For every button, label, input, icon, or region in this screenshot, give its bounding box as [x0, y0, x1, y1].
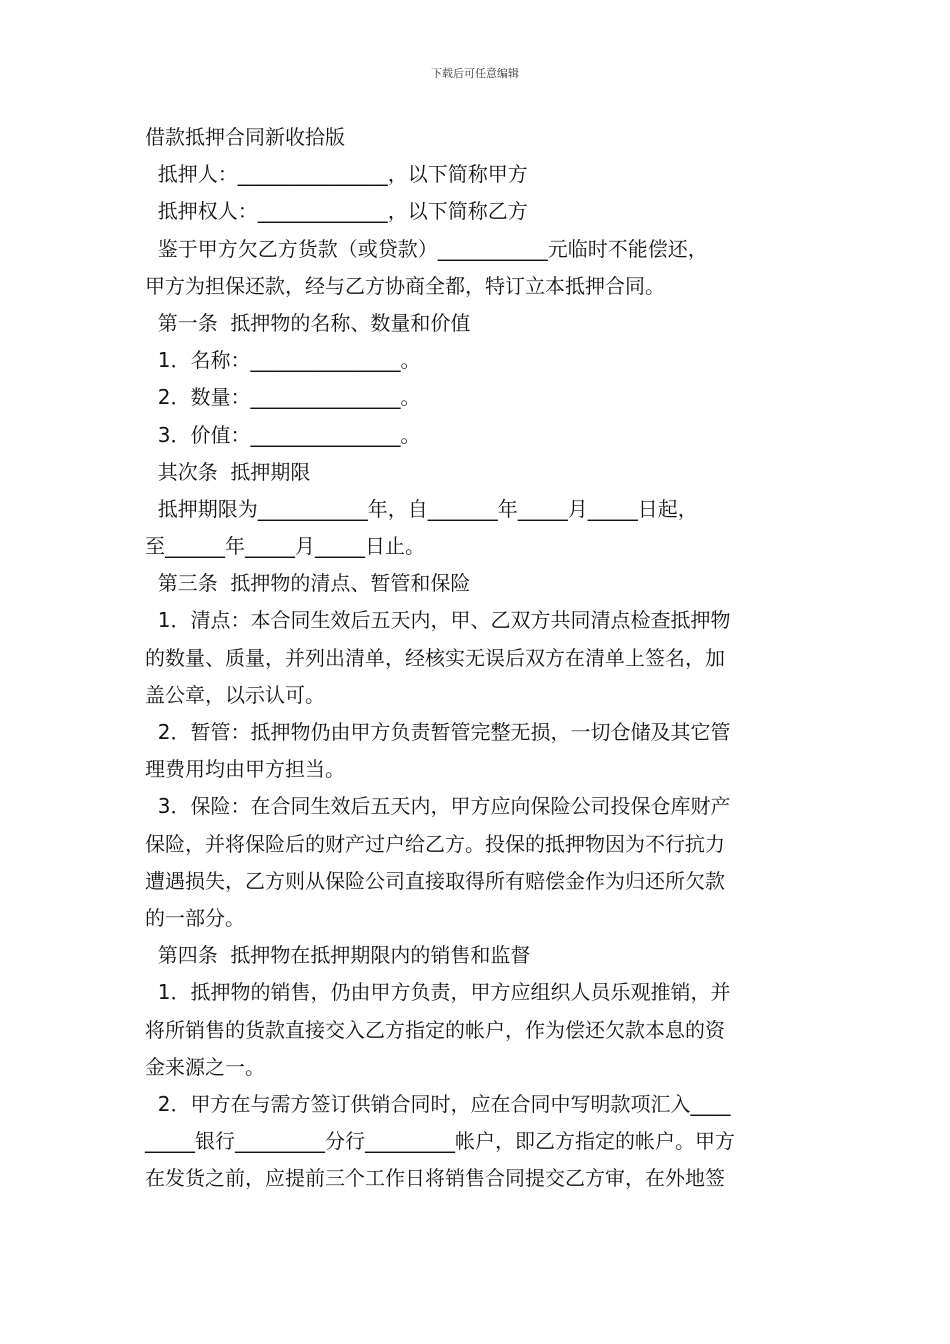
clause-line: 至______年_____月_____日止。 [145, 534, 425, 559]
article-heading: 其次条 抵押期限 [145, 459, 311, 484]
preamble-line: 鉴于甲方欠乙方货款（或贷款）___________元临时不能偿还， [145, 236, 708, 261]
mortgagor-line: 抵押人：_______________，以下简称甲方 [145, 162, 528, 187]
clause-line: 3．保险：在合同生效后五天内，甲方应向保险公司投保仓库财产 [145, 794, 731, 819]
clause-line: 2．数量：_______________。 [145, 385, 421, 410]
clause-line: 2．暂管：抵押物仍由甲方负责暂管完整无损，一切仓储及其它管 [145, 720, 731, 744]
clause-line: 将所销售的货款直接交入乙方指定的帐户，作为偿还欠款本息的资 [145, 1017, 725, 1042]
mortgagee-line: 抵押权人：_____________，以下简称乙方 [145, 199, 528, 224]
clause-line: 在发货之前，应提前三个工作日将销售合同提交乙方审，在外地签 [145, 1166, 725, 1191]
clause-line: _____银行_________分行_________帐户，即乙方指定的帐户。甲方 [145, 1129, 735, 1154]
clause-line: 的数量、质量，并列出清单，经核实无误后双方在清单上签名，加 [145, 645, 725, 670]
clause-line: 1．清点：本合同生效后五天内，甲、乙双方共同清点检查抵押物 [145, 608, 731, 633]
article-heading: 第一条 抵押物的名称、数量和价值 [145, 310, 471, 335]
clause-line: 的一部分。 [145, 905, 245, 930]
clause-line: 金来源之一。 [145, 1054, 265, 1079]
clause-line: 1．抵押物的销售，仍由甲方负责，甲方应组织人员乐观推销，并 [145, 980, 731, 1005]
page-header-note: 下载后可任意编辑 [431, 67, 519, 80]
article-heading: 第四条 抵押物在抵押期限内的销售和监督 [145, 943, 531, 968]
clause-line: 2．甲方在与需方签订供销合同时，应在合同中写明款项汇入____ [145, 1091, 731, 1116]
clause-line: 理费用均由甲方担当。 [145, 757, 345, 782]
preamble-line: 甲方为担保还款，经与乙方协商全都，特订立本抵押合同。 [145, 273, 665, 298]
clause-line: 抵押期限为___________年，自_______年_____月_____日起， [145, 496, 698, 521]
article-heading: 第三条 抵押物的清点、暂管和保险 [145, 571, 471, 596]
document-title: 借款抵押合同新收拾版 [145, 125, 345, 149]
clause-line: 盖公章，以示认可。 [145, 682, 325, 707]
clause-line: 3．价值：_______________。 [145, 422, 421, 447]
clause-line: 遭遇损失，乙方则从保险公司直接取得所有赔偿金作为归还所欠款 [145, 868, 725, 893]
clause-line: 1．名称：_______________。 [145, 348, 421, 373]
contract-body [145, 119, 815, 1197]
clause-line: 保险，并将保险后的财产过户给乙方。投保的抵押物因为不行抗力 [145, 831, 725, 856]
